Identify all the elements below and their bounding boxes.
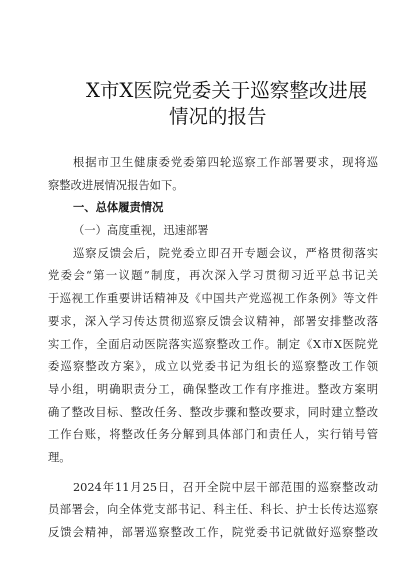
paragraph-line: 工作台账，将整改任务分解到具体部门和责任人，实行销号管	[48, 428, 378, 442]
paragraph-line: 实工作，全面启动医院落实巡察整改工作。制定《X市X医院党	[48, 337, 378, 351]
document-title	[34, 78, 376, 130]
paragraph-line: 员部署会，向全体党支部书记、科主任、科长、护士长传达巡察	[48, 503, 378, 517]
paragraph-line: 2024年11月25日，召开全院中层干部范围的巡察整改动	[73, 480, 378, 494]
subsection-heading: （一）高度重视，迅速部署	[73, 224, 209, 238]
paragraph-line: 要求，深入学习传达贯彻巡察反馈会议精神，部署安排整改落	[48, 314, 378, 328]
paragraph-gap	[48, 470, 378, 477]
section-heading: 一、总体履责情况	[73, 201, 164, 215]
paragraph-line: 理。	[48, 450, 71, 464]
title-line-2: 情况的报告	[169, 105, 267, 128]
paragraph-line: 委巡察整改方案》，成立以党委书记为组长的巡察整改工作领	[48, 360, 378, 374]
intro-line: 根据市卫生健康委党委第四轮巡察工作部署要求，现将巡	[73, 156, 378, 169]
intro-line: 察整改进展情况报告如下。	[48, 178, 184, 192]
paragraph-line: 于巡视工作重要讲话精神及《中国共产党巡视工作条例》等文件	[48, 292, 378, 306]
paragraph-line: 巡察反馈会后，院党委立即召开专题会议，严格贯彻落实	[73, 246, 378, 260]
paragraph-line: 确了整改目标、整改任务、整改步骤和整改要求，同时建立整改	[48, 405, 378, 419]
paragraph-line: 党委会“第一议题”制度，再次深入学习贯彻习近平总书记关	[48, 269, 378, 283]
title-line-1: X市X医院党委关于巡察整改进展	[86, 79, 368, 102]
paragraph-line: 反馈会精神，部署巡察整改工作，院党委书记就做好巡察整改	[48, 526, 378, 539]
document-body	[48, 152, 378, 545]
paragraph-line: 导小组，明确职责分工，确保整改工作有序推进。整改方案明	[48, 382, 378, 396]
